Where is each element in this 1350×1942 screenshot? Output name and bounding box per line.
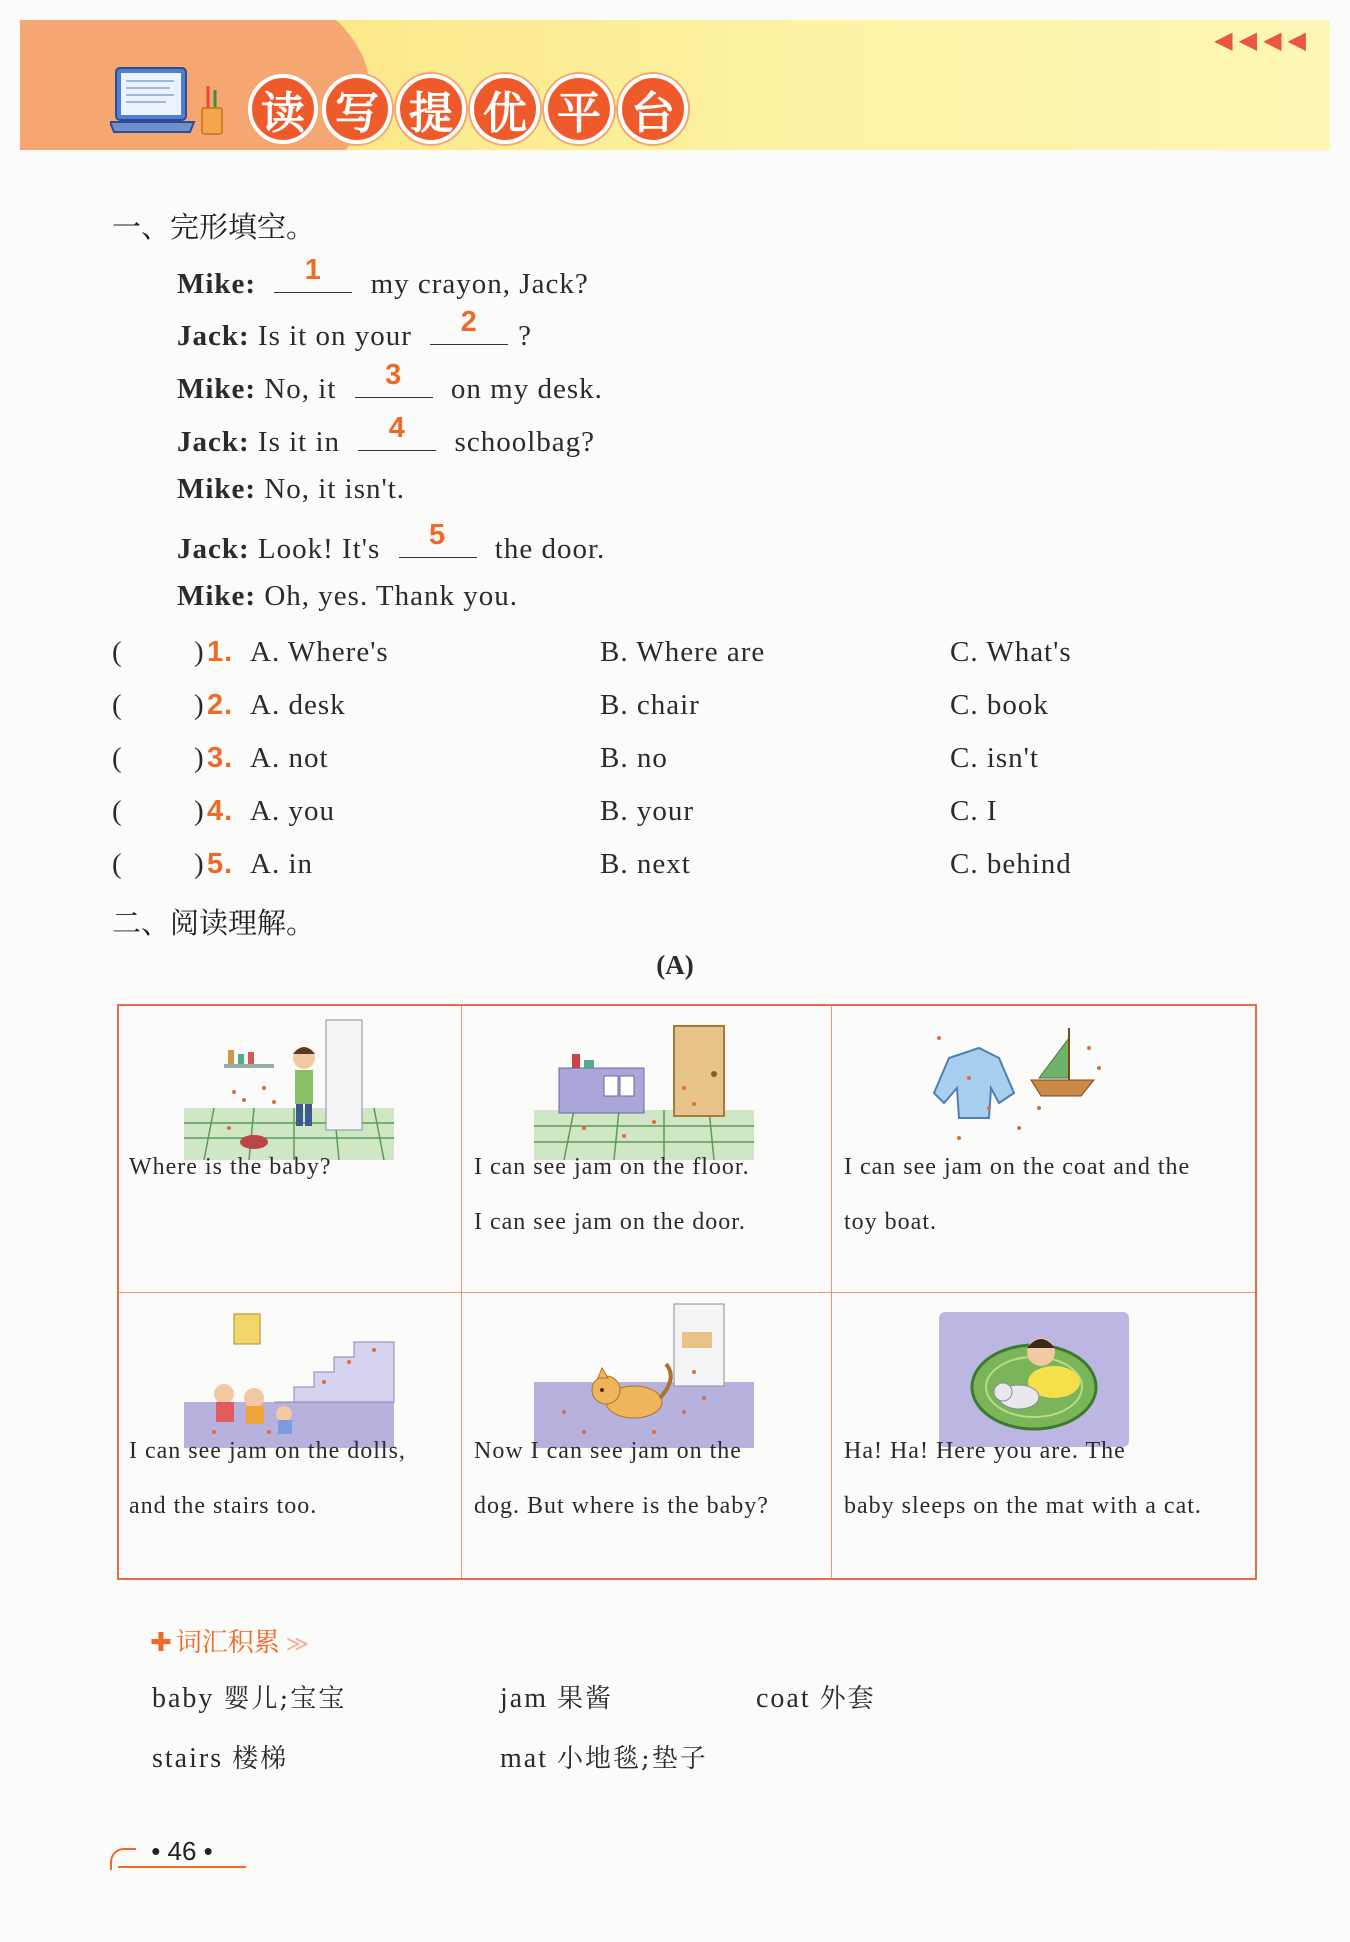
blank-number: 4 [388,412,406,444]
question-number: 5. [207,848,234,880]
option-b[interactable]: B. your [600,795,694,827]
dialogue-line-6 [177,519,606,566]
dialogue-text: ? [518,320,533,352]
page-number-decoration [110,1848,136,1870]
title-char: 平 [544,74,614,144]
story-text-5 [474,1424,819,1534]
story-line: dog. But where is the baby? [474,1493,769,1519]
option-a[interactable]: A. desk [250,689,346,721]
story-text-3 [844,1140,1249,1250]
page-number-text: • 46 • [151,1836,213,1866]
story-line: Ha! Ha! Here you are. The [844,1438,1126,1464]
page-title [248,74,688,144]
answer-paren-left[interactable]: ( [112,742,123,774]
answer-paren-right: ) [194,636,205,668]
option-c[interactable]: C. book [950,689,1049,721]
blank-4[interactable] [358,412,436,451]
speaker: Mike: [177,373,257,405]
title-char: 台 [618,74,688,144]
option-b[interactable]: B. next [600,848,691,880]
answer-paren-right: ) [194,795,205,827]
blank-number: 1 [304,254,322,286]
speaker: Jack: [177,533,250,565]
option-b[interactable]: B. no [600,742,668,774]
vocab-zh: 外套 [819,1684,876,1714]
speaker: Mike: [177,473,257,505]
story-text-2 [474,1140,819,1250]
vocab-en: coat [756,1683,811,1714]
blank-5[interactable] [399,519,477,558]
option-a[interactable]: A. in [250,848,313,880]
vocab-item-stairs [152,1738,288,1775]
speaker: Mike: [177,580,257,612]
vocab-zh: 婴儿;宝宝 [223,1684,347,1714]
dialogue-line-1 [177,254,589,301]
answer-paren-left[interactable]: ( [112,795,123,827]
title-char: 读 [248,74,318,144]
laptop-icon [110,66,196,136]
dialogue-line-5 [177,473,405,506]
answer-paren-left[interactable]: ( [112,848,123,880]
blank-3[interactable] [355,359,433,398]
vocab-en: jam [500,1683,548,1714]
dialogue-text: Is it on your [257,320,412,352]
blank-number: 2 [460,306,478,338]
dialogue-text: on my desk. [450,373,603,405]
question-row-4 [112,795,1212,835]
answer-paren-right: ) [194,689,205,721]
vocab-zh: 楼梯 [232,1744,289,1774]
dialogue-text: Oh, yes. Thank you. [264,580,519,612]
passage-label: (A) [656,950,694,980]
story-line: Now I can see jam on the [474,1438,742,1464]
section2-title: 二、阅读理解。 [112,906,316,940]
title-char: 提 [396,74,466,144]
story-text-6 [844,1424,1249,1534]
story-line: I can see jam on the door. [474,1209,746,1235]
option-c[interactable]: C. isn't [950,742,1039,774]
option-b[interactable]: B. Where are [600,636,766,668]
blank-2[interactable] [430,306,508,345]
question-row-5 [112,848,1212,888]
vocab-item-coat [756,1678,876,1715]
option-a[interactable]: A. Where's [250,636,389,668]
story-grid [117,1004,1257,1580]
vocab-zh: 小地毯;垫子 [557,1744,708,1774]
question-number: 4. [207,795,234,827]
vocab-item-mat [500,1738,708,1775]
dialogue-text: my crayon, Jack? [370,268,589,300]
question-number: 1. [207,636,234,668]
story-line: baby sleeps on the mat with a cat. [844,1493,1202,1519]
vocab-heading [150,1622,309,1659]
blank-number: 3 [385,359,403,391]
speaker: Jack: [177,426,250,458]
story-text-1 [129,1140,454,1195]
pencil-cup-icon [200,84,224,136]
dialogue-line-7 [177,580,518,613]
vocab-zh: 果酱 [557,1684,614,1714]
question-row-3 [112,742,1212,782]
answer-paren-left[interactable]: ( [112,689,123,721]
option-c[interactable]: C. What's [950,636,1072,668]
divider [119,1292,1255,1293]
arrow-icons: ◀◀◀◀ [1214,26,1312,54]
section1-title: 一、完形填空。 [112,210,316,244]
title-char: 写 [322,74,392,144]
dialogue-text: schoolbag? [454,426,596,458]
story-text-4 [129,1424,454,1534]
question-row-1 [112,636,1212,676]
vocab-en: mat [500,1743,548,1774]
speaker: Mike: [177,268,257,300]
title-char: 优 [470,74,540,144]
dialogue-line-3 [177,359,603,406]
blank-1[interactable] [274,254,352,293]
answer-paren-left[interactable]: ( [112,636,123,668]
story-line: toy boat. [844,1209,937,1235]
question-number: 3. [207,742,234,774]
option-a[interactable]: A. not [250,742,329,774]
vocab-en: stairs [152,1743,224,1774]
dialogue-line-2 [177,306,533,353]
dialogue-text: Look! It's [257,533,381,565]
page-number [118,1836,246,1868]
dialogue-text: No, it isn't. [264,473,406,505]
dialogue-text: Is it in [257,426,341,458]
question-row-2 [112,689,1212,729]
speaker: Jack: [177,320,250,352]
story-line: I can see jam on the floor. [474,1154,750,1180]
vocab-item-baby [152,1678,346,1715]
option-c[interactable]: C. I [950,795,998,827]
story-line: I can see jam on the dolls, [129,1438,406,1464]
dialogue-text: the door. [494,533,606,565]
answer-paren-right: ) [194,742,205,774]
dialogue-line-4 [177,412,596,459]
dialogue-text: No, it [264,373,337,405]
answer-paren-right: ) [194,848,205,880]
blank-number: 5 [428,519,447,551]
option-c[interactable]: C. behind [950,848,1072,880]
option-a[interactable]: A. you [250,795,335,827]
plus-icon: ✚ [150,1628,172,1658]
chevron-right-icon: ≫ [285,1632,309,1657]
vocab-heading-label: 词汇积累 [175,1628,280,1658]
vocab-en: baby [152,1683,215,1714]
story-line: Where is the baby? [129,1154,332,1180]
story-line: and the stairs too. [129,1493,318,1519]
question-number: 2. [207,689,234,721]
vocab-item-jam [500,1678,613,1715]
story-line: I can see jam on the coat and the [844,1154,1191,1180]
option-b[interactable]: B. chair [600,689,700,721]
